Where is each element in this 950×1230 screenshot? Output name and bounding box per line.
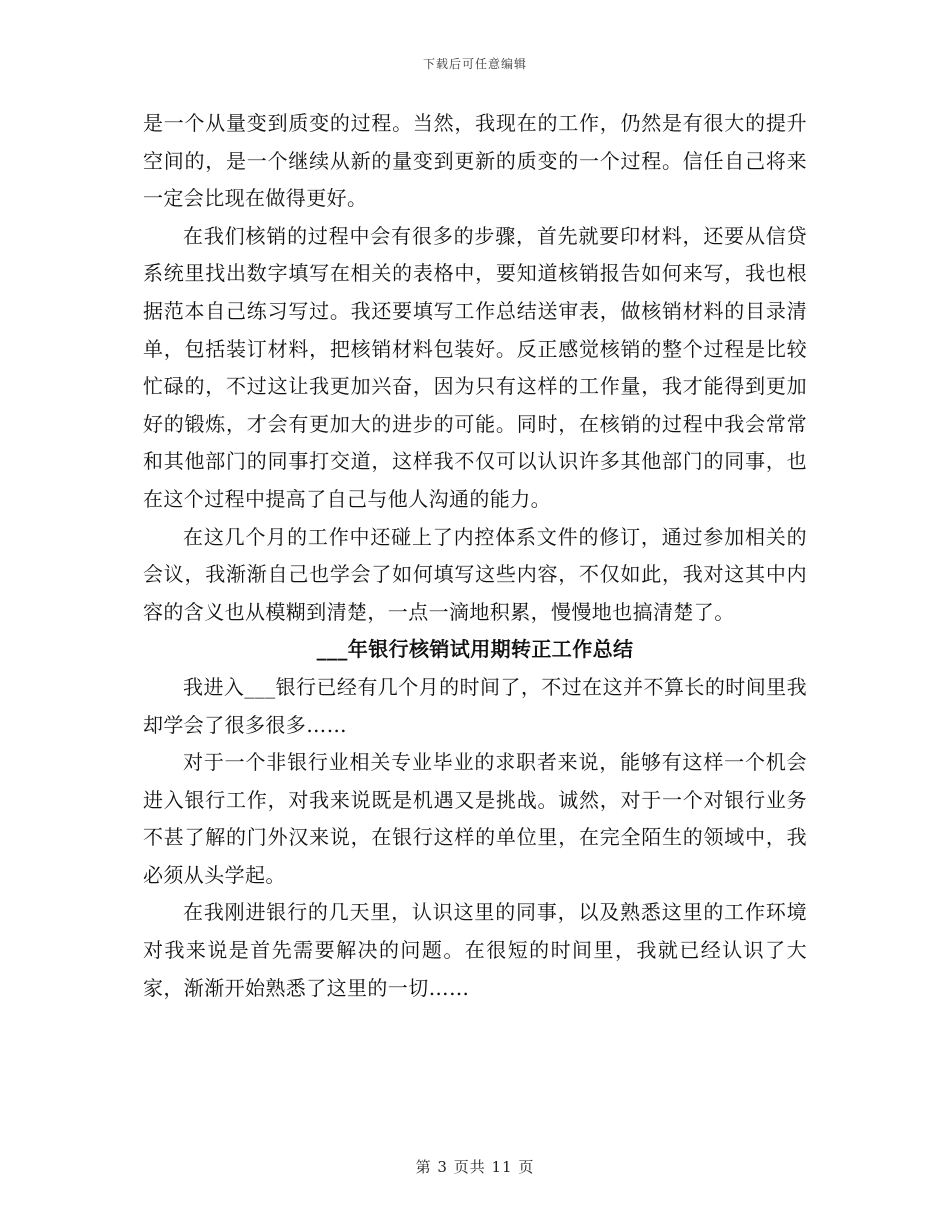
paragraph-3: 在这几个月的工作中还碰上了内控体系文件的修订，通过参加相关的会议，我渐渐自己也学会了如何填写这些内容，不仅如此，我对这其中内容的含义也从模糊到清楚，一点一滴地积累，慢慢地也搞清楚了。	[143, 524, 807, 624]
header-note: 下载后可任意编辑	[422, 57, 527, 71]
paragraph-6: 在我刚进银行的几天里，认识这里的同事，以及熟悉这里的工作环境对我来说是首先需要解决的问题。在很短的时间里，我就已经认识了大家，渐渐开始熟悉了这里的一切……	[143, 900, 807, 1000]
paragraph-5: 对于一个非银行业相关专业毕业的求职者来说，能够有这样一个机会进入银行工作，对我来说既是机遇又是挑战。诚然，对于一个对银行业务不甚了解的门外汉来说，在银行这样的单位里，在完全陌生的领域中，我必须从头学起。	[143, 750, 807, 887]
page-number: 第 3 页共 11 页	[415, 1158, 535, 1176]
section-title: ___年银行核销试用期转正工作总结	[316, 637, 634, 662]
paragraph-2: 在我们核销的过程中会有很多的步骤，首先就要印材料，还要从信贷系统里找出数字填写在相关的表格中，要知道核销报告如何来写，我也根据范本自己练习写过。我还要填写工作总结送审表，做核销材料的目录清单，包括装订材料，把核销材料包装好。反正感觉核销的整个过程是比较忙碌的，不过这让我更加兴奋，因为只有这样的工作量，我才能得到更加好的锻炼，才会有更加大的进步的可能。同时，在核销的过程中我会常常和其他部门的同事打交道，这样我不仅可以认识许多其他部门的同事，也在这个过程中提高了自己与他人沟通的能力。	[143, 223, 807, 511]
paragraph-1: 是一个从量变到质变的过程。当然，我现在的工作，仍然是有很大的提升空间的，是一个继续从新的量变到更新的质变的一个过程。信任自己将来一定会比现在做得更好。	[143, 111, 807, 211]
document-body	[143, 105, 807, 1007]
paragraph-4: 我进入___银行已经有几个月的时间了，不过在这并不算长的时间里我却学会了很多很多……	[143, 674, 807, 737]
